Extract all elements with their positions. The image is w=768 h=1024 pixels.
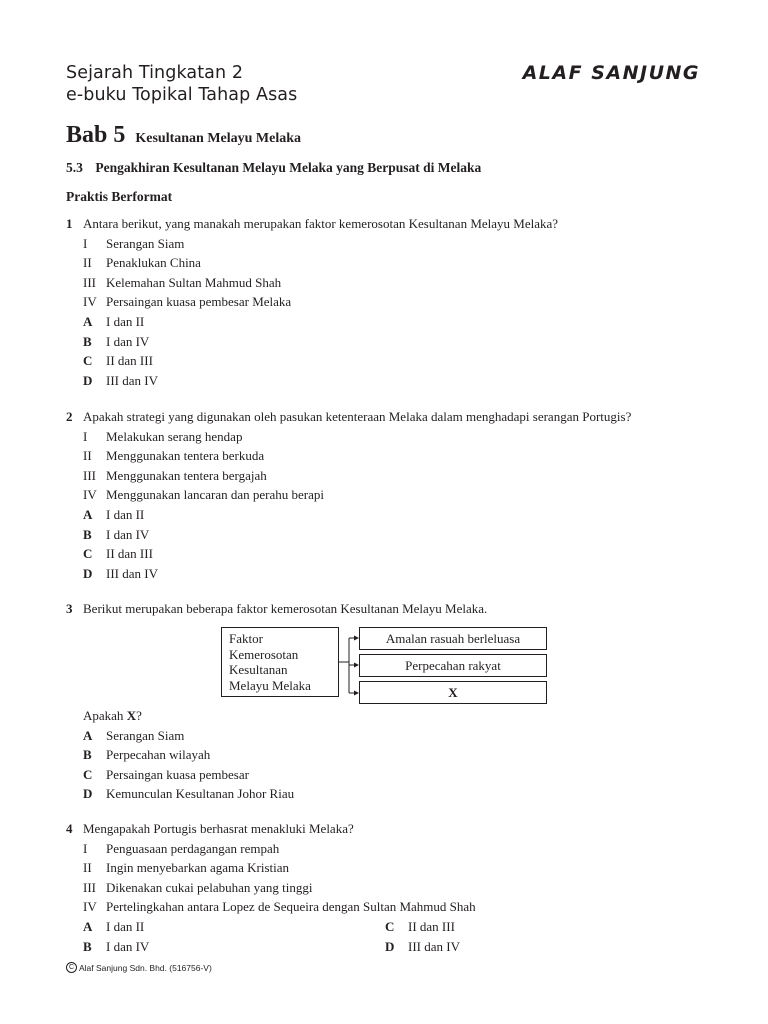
statement-item: I Serangan Siam (83, 235, 185, 251)
answer-option: C II dan III (83, 353, 153, 369)
statement-item: IV Persaingan kuasa pembesar Melaka (83, 294, 292, 310)
section-heading (66, 160, 481, 176)
chapter-title: Kesultanan Melayu Melaka (135, 131, 302, 146)
chapter-number: Bab 5 (66, 122, 126, 148)
answer-option: A I dan II (83, 506, 145, 522)
statement-item: II Penaklukan China (83, 255, 201, 271)
statement-item: IV Menggunakan lancaran dan perahu berapi (83, 487, 325, 503)
question-number: 3 (66, 601, 73, 616)
diagram-main-box: Faktor Kemerosotan Kesultanan Melayu Melaka (221, 627, 339, 697)
statement-item: II Menggunakan tentera berkuda (83, 448, 265, 464)
answer-option: C II dan III (385, 918, 455, 934)
diagram-factor-box: Perpecahan rakyat (359, 654, 547, 677)
question-text: Apakah strategi yang digunakan oleh pasukan ketenteraan Melaka dalam menghadapi serangan Portugis? (83, 409, 632, 424)
answer-option: B I dan IV (83, 333, 150, 349)
answer-option: A I dan II (83, 313, 145, 329)
question-text: Berikut merupakan beberapa faktor kemerosotan Kesultanan Melayu Melaka. (83, 601, 488, 616)
answer-option: D Kemunculan Kesultanan Johor Riau (83, 786, 295, 802)
question-1 (66, 214, 558, 390)
answer-option: D III dan IV (83, 565, 158, 581)
chapter-heading (66, 122, 301, 149)
answer-option: B I dan IV (83, 526, 150, 542)
question-number: 2 (66, 409, 73, 424)
practice-heading: Praktis Berformat (66, 189, 173, 204)
header-title (66, 62, 297, 106)
header-line-subject: Sejarah Tingkatan 2 (66, 63, 244, 83)
question-text: Antara berikut, yang manakah merupakan faktor kemerosotan Kesultanan Melayu Melaka? (83, 216, 559, 231)
statement-item: III Dikenakan cukai pelabuhan yang tinggi (83, 879, 313, 895)
statement-item: III Kelemahan Sultan Mahmud Shah (83, 274, 282, 290)
statement-item: III Menggunakan tentera bergajah (83, 467, 267, 483)
answer-option: A I dan II (83, 918, 145, 934)
answer-option: C Persaingan kuasa pembesar (83, 766, 249, 782)
copyright-text: Alaf Sanjung Sdn. Bhd. (516756-V) (79, 962, 212, 973)
section-title: Pengakhiran Kesultanan Melayu Melaka yang Berpusat di Melaka (95, 160, 482, 175)
answer-option: D III dan IV (83, 372, 158, 388)
answer-option: B I dan IV (83, 938, 150, 954)
section-number: 5.3 (66, 160, 83, 175)
question-3 (66, 599, 487, 619)
question-prompt: Apakah X ? (83, 708, 142, 723)
factor-diagram (221, 627, 551, 707)
statement-item: II Ingin menyebarkan agama Kristian (83, 860, 290, 876)
answer-option-row (66, 937, 687, 957)
copyright-footer (66, 962, 212, 973)
answer-option: C II dan III (83, 546, 153, 562)
answer-option-row (66, 917, 687, 937)
question-4 (66, 819, 687, 956)
publisher-logo: ALAF SANJUNG (522, 62, 700, 84)
question-2 (66, 407, 631, 583)
diagram-factor-box-x: X (359, 681, 547, 704)
statement-item: I Penguasaan perdagangan rempah (83, 840, 280, 856)
answer-option: A Serangan Siam (83, 727, 185, 743)
statement-item: IV Pertelingkahan antara Lopez de Sequeira dengan Sultan Mahmud Shah (83, 899, 476, 915)
answer-option: D III dan IV (385, 938, 460, 954)
answer-option: B Perpecahan wilayah (83, 747, 211, 763)
statement-item: I Melakukan serang hendap (83, 428, 243, 444)
question-3-options (66, 706, 294, 804)
header-line-book: e-buku Topikal Tahap Asas (66, 85, 298, 105)
question-number: 4 (66, 821, 73, 836)
copyright-icon: C (66, 962, 77, 973)
question-text: Mengapakah Portugis berhasrat menakluki Melaka? (83, 821, 354, 836)
diagram-factor-box: Amalan rasuah berleluasa (359, 627, 547, 650)
question-number: 1 (66, 216, 73, 231)
